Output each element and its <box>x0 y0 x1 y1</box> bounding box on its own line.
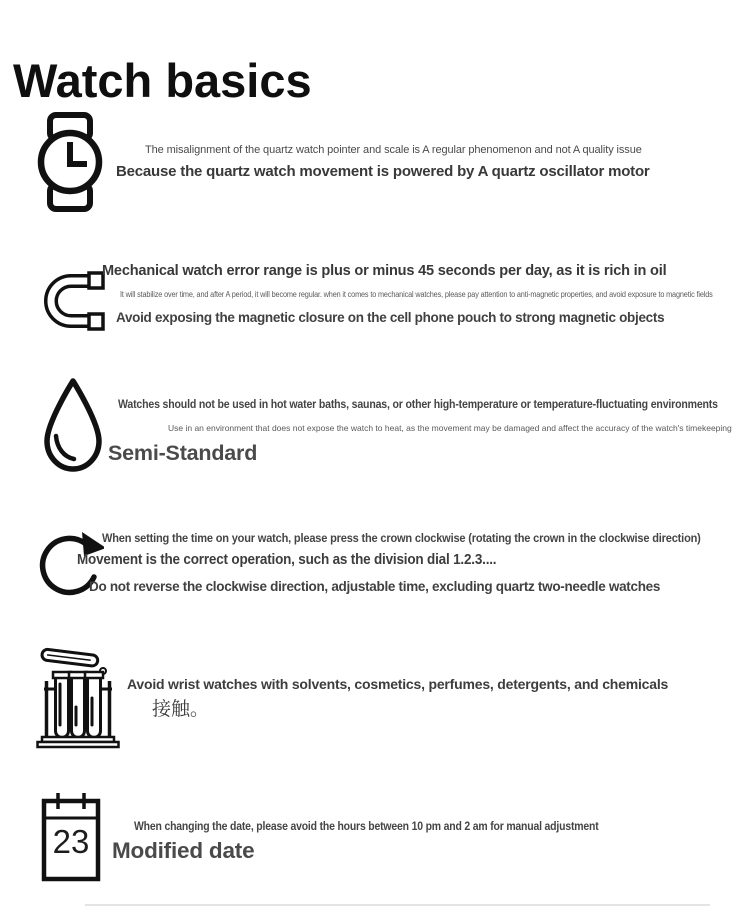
calendar-day-label: 23 <box>52 823 90 860</box>
note-line: Because the quartz watch movement is powered by A quartz oscillator motor <box>116 163 650 180</box>
water-drop-icon <box>40 376 106 474</box>
note-line: Movement is the correct operation, such as the division dial 1.2.3.... <box>77 552 497 568</box>
section-heading: Modified date <box>112 838 255 863</box>
page-title: Watch basics <box>13 54 312 108</box>
note-line: Mechanical watch error range is plus or minus 45 seconds per day, as it is rich in oil <box>102 262 667 279</box>
test-tubes-icon <box>36 643 120 749</box>
note-line-cjk: 接触。 <box>152 699 210 720</box>
calendar-icon <box>40 791 102 883</box>
note-line: Avoid exposing the magnetic closure on the cell phone pouch to strong magnetic objects <box>116 310 665 325</box>
note-line: It will stabilize over time, and after A period, it will become regular. when it comes to mechanical watches, please pay attention to anti-magnetic properties, and avoid exposure to magnetic fields <box>120 290 713 299</box>
note-line: When changing the date, please avoid the hours between 10 pm and 2 am for manual adjustment <box>134 819 599 833</box>
note-line: Watches should not be used in hot water baths, saunas, or other high-temperature or temperature-fluctuating environments <box>118 397 718 411</box>
wrist-watch-icon <box>37 111 103 213</box>
note-line: Use in an environment that does not expose the watch to heat, as the movement may be damaged and affect the accuracy of the watch's timekeeping <box>168 423 732 433</box>
magnet-icon <box>37 262 107 340</box>
section-heading: Semi-Standard <box>108 441 258 465</box>
note-line: The misalignment of the quartz watch pointer and scale is A regular phenomenon and not A quality issue <box>145 144 642 156</box>
note-line: Avoid wrist watches with solvents, cosmetics, perfumes, detergents, and chemicals <box>127 676 669 692</box>
note-line: Do not reverse the clockwise direction, adjustable time, excluding quartz two-needle watches <box>89 579 661 594</box>
note-line: When setting the time on your watch, please press the crown clockwise (rotating the crown in the clockwise direction) <box>102 531 701 545</box>
bottom-divider <box>85 904 710 906</box>
